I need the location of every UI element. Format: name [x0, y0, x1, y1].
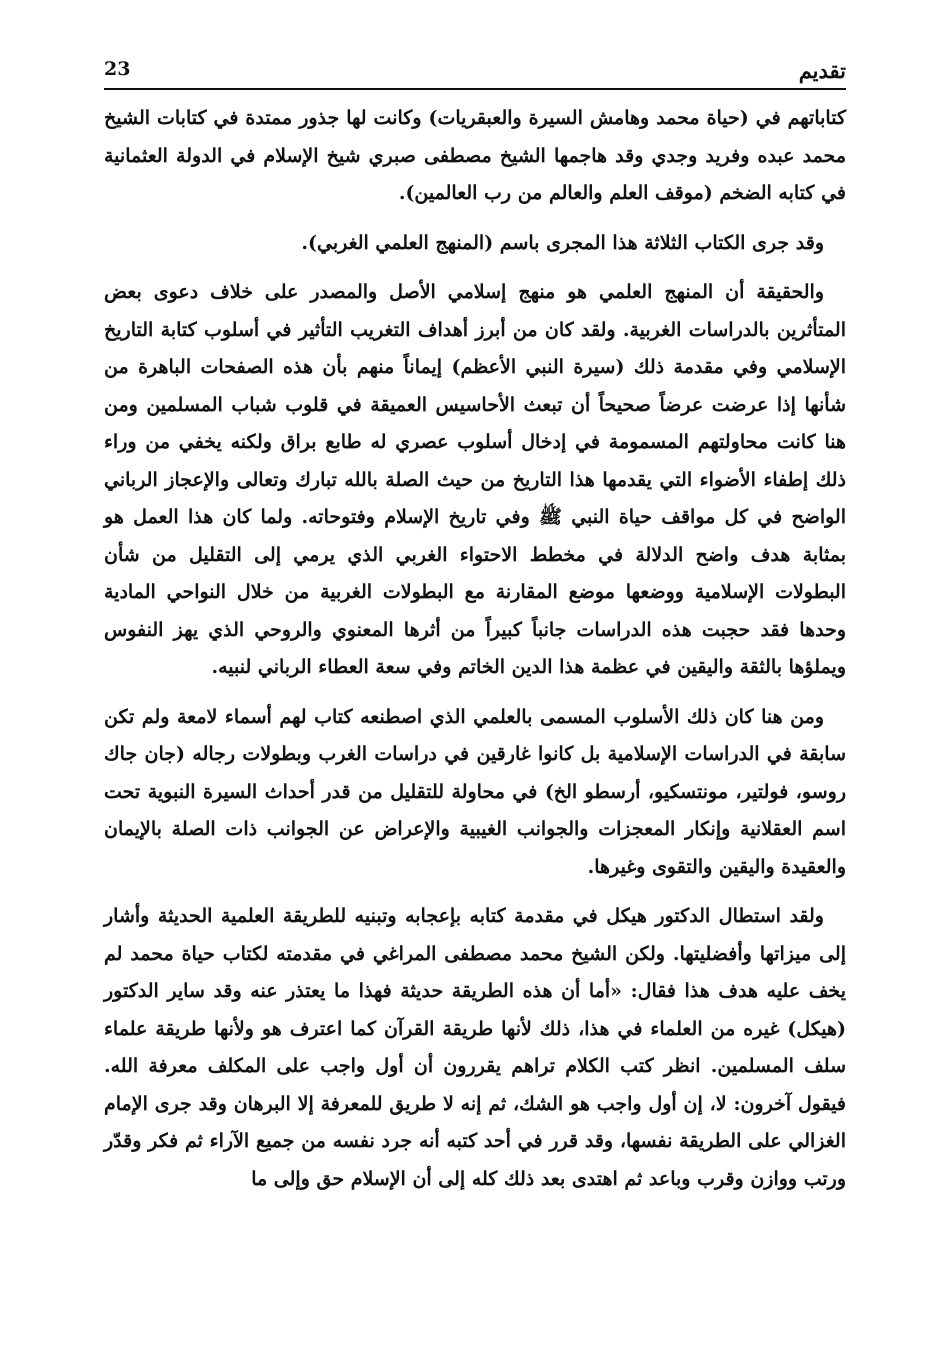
paragraph: ومن هنا كان ذلك الأسلوب المسمى بالعلمي الذي اصطنعه كتاب لهم أسماء لامعة ولم تكن سابقة في الدراسات الإسلامية بل كانوا غارقين في دراسات الغرب وبطولات رجاله (جان جاك روسو، فولتير، مونتسكيو، أرسطو الخ) في محاولة للتقليل من قدر أحداث السيرة النبوية تحت اسم العقلانية وإنكار المعجزات والجوانب الغيبية والإعراض عن الجوانب ذات الصلة بالإيمان والعقيدة واليقين والتقوى وغيرها.: [104, 705, 846, 878]
body-text: [104, 100, 846, 1198]
page-number: 23: [104, 58, 131, 80]
running-header: [104, 40, 846, 90]
book-page: [104, 40, 846, 1340]
paragraph: وقد جرى الكتاب الثلاثة هذا المجرى باسم (المنهج العلمي الغربي).: [301, 231, 824, 254]
paragraph: كتاباتهم في (حياة محمد وهامش السيرة والعبقريات) وكانت لها جذور ممتدة في كتابات الشيخ محمد عبده وفريد وجدي وقد هاجمها الشيخ مصطفى صبري شيخ الإسلام في الدولة العثمانية في كتابه الضخم (موقف العلم والعالم من رب العالمين).: [104, 107, 846, 204]
chapter-title: تقديم: [798, 58, 846, 83]
paragraph: ولقد استطال الدكتور هيكل في مقدمة كتابه بإعجابه وتبنيه للطريقة العلمية الحديثة وأشار إلى ميزاتها وأفضليتها. ولكن الشيخ محمد مصطفى المراغي في مقدمته لكتاب حياة محمد لم يخف عليه هدف هذا فقال: «أما أن هذه الطريقة حديثة فهذا ما يعتذر عنه وقد ساير الدكتور (هيكل) غيره من العلماء في هذا، ذلك لأنها طريقة القرآن كما اعترف هو ولأنها طريقة علماء سلف المسلمين. انظر كتب الكلام تراهم يقررون أن أول واجب على المكلف معرفة الله. فيقول آخرون: لا، إن أول واجب هو الشك، ثم إنه لا طريق للمعرفة إلا البرهان وقد جرى الإمام الغزالي على الطريقة نفسها، وقد قرر في أحد كتبه أنه جرد نفسه من جميع الآراء ثم فكر وقدّر ورتب ووازن وقرب وباعد ثم اهتدى بعد ذلك كله إلى أن الإسلام حق وإلى ما: [104, 905, 846, 1190]
paragraph: والحقيقة أن المنهج العلمي هو منهج إسلامي الأصل والمصدر على خلاف دعوى بعض المتأثرين بالدراسات الغربية. ولقد كان من أبرز أهداف التغريب التأثير في أسلوب كتابة التاريخ الإسلامي وفي مقدمة ذلك (سيرة النبي الأعظم) إيماناً منهم بأن هذه الصفحات الباهرة من شأنها إذا عرضت عرضاً صحيحاً أن تبعث الأحاسيس العميقة في قلوب شباب المسلمين ومن هنا كانت محاولتهم المسمومة في إدخال أسلوب عصري له طابع براق ولكنه يخفي من وراء ذلك إطفاء الأضواء التي يقدمها هذا التاريخ من حيث الصلة بالله تبارك وتعالى والإعجاز الرباني الواضح في كل مواقف حياة النبي ﷺ وفي تاريخ الإسلام وفتوحاته. ولما كان هذا العمل هو بمثابة هدف واضح الدلالة في مخطط الاحتواء الغربي الذي يرمي إلى التقليل من شأن البطولات الإسلامية ووضعها موضع المقارنة مع البطولات الغربية من خلال النواحي المادية وحدها فقد حجبت هذه الدراسات جانباً كبيراً من أثرها المعنوي والروحي الذي يهز النفوس ويملؤها بالثقة واليقين في عظمة هذا الدين الخاتم وفي سعة العطاء الرباني لنبيه.: [104, 281, 847, 678]
